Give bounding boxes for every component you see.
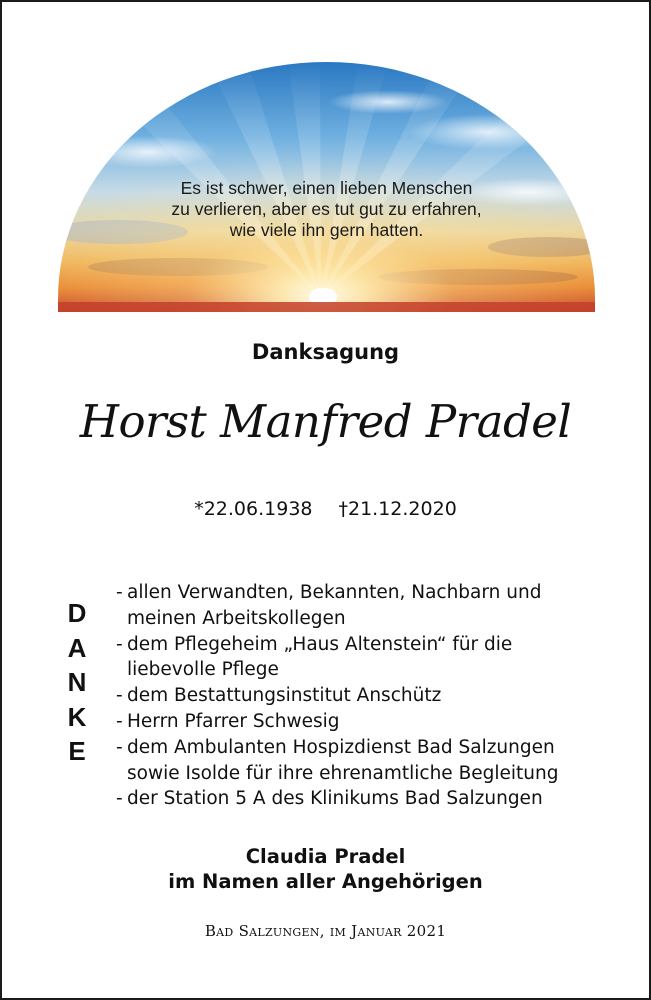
vertical-letter: N xyxy=(67,667,87,697)
vertical-letter: D xyxy=(67,598,87,628)
vertical-letter: A xyxy=(67,632,87,663)
quote-line: Es ist schwer, einen lieben Menschen xyxy=(180,178,473,198)
birth-date: *22.06.1938 xyxy=(194,498,313,520)
thanks-item: - allen Verwandten, Bekannten, Nachbarn und xyxy=(116,582,542,603)
quote-text xyxy=(58,178,595,241)
quote-line: zu verlieren, aber es tut gut zu erfahren, xyxy=(171,199,482,219)
deceased-name: Horst Manfred Pradel xyxy=(79,395,572,448)
death-date: †21.12.2020 xyxy=(338,498,457,520)
thanks-item-continuation: meinen Arbeitskollegen xyxy=(127,607,346,629)
thanks-list xyxy=(116,580,636,812)
thanks-item-continuation: liebevolle Pflege xyxy=(127,659,279,681)
thanks-item: - der Station 5 A des Klinikums Bad Salzungen xyxy=(116,788,543,810)
thanks-item: - dem Ambulanten Hospizdienst Bad Salzungen xyxy=(116,736,555,758)
signature-block xyxy=(2,844,649,894)
vertical-letter: K xyxy=(67,701,87,732)
vertical-danke xyxy=(62,596,92,769)
signature-subtitle: im Namen aller Angehörigen xyxy=(168,870,483,893)
thanks-item: - dem Bestattungsinstitut Anschütz xyxy=(116,685,442,707)
thanks-item-continuation: sowie Isolde für ihre ehrenamtliche Begleitung xyxy=(127,762,559,784)
place-and-date: Bad Salzungen, im Januar 2021 xyxy=(204,922,447,940)
thanks-item: - Herrn Pfarrer Schwesig xyxy=(116,710,340,732)
thanks-item: - dem Pflegeheim „Haus Altenstein“ für die xyxy=(116,633,513,655)
life-dates xyxy=(2,498,649,520)
quote-line: wie viele ihn gern hatten. xyxy=(229,220,424,240)
heading-danksagung: Danksagung xyxy=(251,340,400,364)
signature-name: Claudia Pradel xyxy=(245,845,406,868)
vertical-letter: E xyxy=(68,736,86,766)
